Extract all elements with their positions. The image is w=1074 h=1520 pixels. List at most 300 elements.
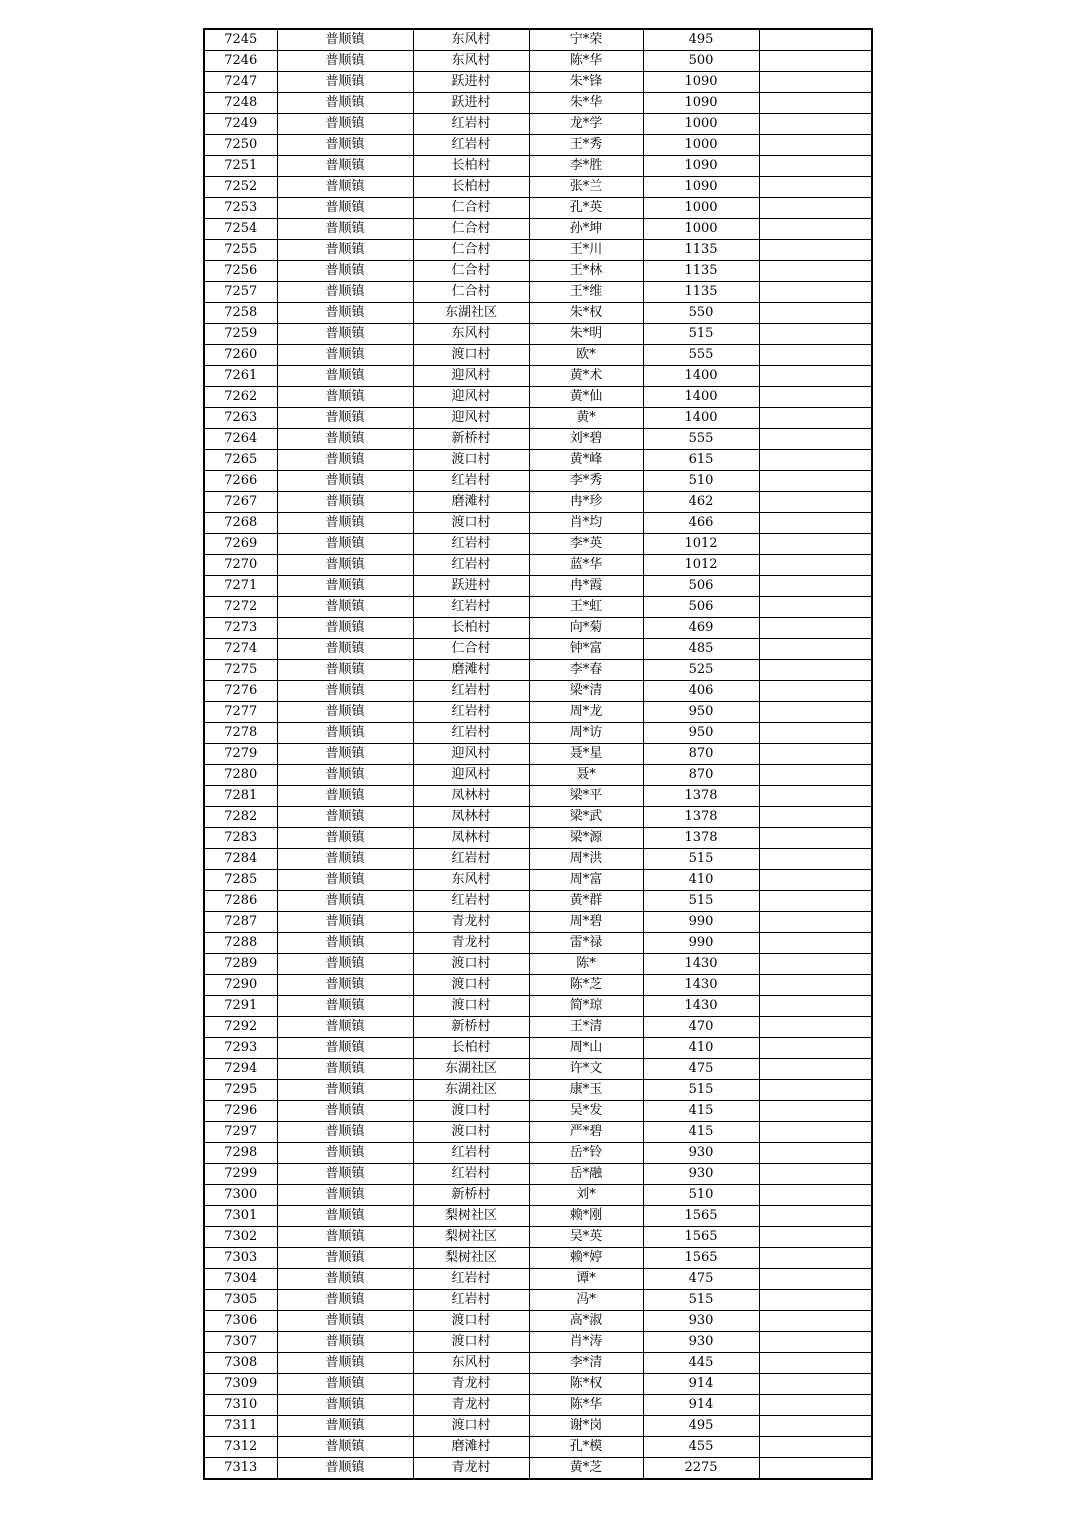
table-row: [204, 219, 872, 240]
cell-town: 普顺镇: [277, 261, 413, 282]
cell-town: 普顺镇: [277, 198, 413, 219]
cell-amount: 1565: [643, 1227, 759, 1248]
cell-note: [759, 1416, 872, 1437]
cell-town: 普顺镇: [277, 345, 413, 366]
cell-serial-no: 7259: [204, 324, 277, 345]
cell-note: [759, 1311, 872, 1332]
cell-note: [759, 996, 872, 1017]
cell-amount: 990: [643, 933, 759, 954]
cell-amount: 475: [643, 1269, 759, 1290]
cell-name: 岳*铃: [529, 1143, 643, 1164]
cell-name: 高*淑: [529, 1311, 643, 1332]
cell-serial-no: 7276: [204, 681, 277, 702]
cell-amount: 466: [643, 513, 759, 534]
cell-name: 冉*珍: [529, 492, 643, 513]
cell-town: 普顺镇: [277, 471, 413, 492]
table-row: [204, 93, 872, 114]
table-row: [204, 345, 872, 366]
cell-serial-no: 7304: [204, 1269, 277, 1290]
cell-serial-no: 7298: [204, 1143, 277, 1164]
table-row: [204, 177, 872, 198]
cell-village: 跃进村: [413, 72, 529, 93]
table-row: [204, 1227, 872, 1248]
cell-serial-no: 7267: [204, 492, 277, 513]
cell-name: 梁*平: [529, 786, 643, 807]
cell-note: [759, 135, 872, 156]
cell-town: 普顺镇: [277, 51, 413, 72]
cell-amount: 550: [643, 303, 759, 324]
cell-village: 跃进村: [413, 576, 529, 597]
cell-note: [759, 639, 872, 660]
cell-name: 李*秀: [529, 471, 643, 492]
cell-amount: 515: [643, 891, 759, 912]
cell-amount: 1000: [643, 114, 759, 135]
cell-town: 普顺镇: [277, 177, 413, 198]
cell-amount: 1378: [643, 828, 759, 849]
cell-name: 周*访: [529, 723, 643, 744]
cell-serial-no: 7245: [204, 29, 277, 51]
table-row: [204, 1248, 872, 1269]
cell-serial-no: 7303: [204, 1248, 277, 1269]
cell-name: 宁*荣: [529, 29, 643, 51]
cell-serial-no: 7300: [204, 1185, 277, 1206]
cell-amount: 515: [643, 1080, 759, 1101]
cell-serial-no: 7247: [204, 72, 277, 93]
cell-note: [759, 597, 872, 618]
cell-name: 吴*英: [529, 1227, 643, 1248]
cell-name: 王*林: [529, 261, 643, 282]
cell-name: 吴*发: [529, 1101, 643, 1122]
cell-amount: 1135: [643, 240, 759, 261]
cell-note: [759, 681, 872, 702]
cell-town: 普顺镇: [277, 786, 413, 807]
cell-note: [759, 366, 872, 387]
table-row: [204, 1269, 872, 1290]
cell-serial-no: 7278: [204, 723, 277, 744]
cell-amount: 930: [643, 1332, 759, 1353]
cell-note: [759, 660, 872, 681]
cell-name: 向*菊: [529, 618, 643, 639]
cell-name: 李*清: [529, 1353, 643, 1374]
cell-village: 东风村: [413, 324, 529, 345]
cell-village: 仁合村: [413, 282, 529, 303]
table-row: [204, 744, 872, 765]
cell-name: 孔*模: [529, 1437, 643, 1458]
cell-note: [759, 324, 872, 345]
cell-village: 跃进村: [413, 93, 529, 114]
cell-amount: 495: [643, 1416, 759, 1437]
cell-serial-no: 7308: [204, 1353, 277, 1374]
table-row: [204, 366, 872, 387]
cell-village: 迎风村: [413, 366, 529, 387]
cell-town: 普顺镇: [277, 156, 413, 177]
table-row: [204, 639, 872, 660]
cell-name: 刘*: [529, 1185, 643, 1206]
cell-town: 普顺镇: [277, 1395, 413, 1416]
table-row: [204, 324, 872, 345]
table-row: [204, 618, 872, 639]
cell-town: 普顺镇: [277, 450, 413, 471]
cell-town: 普顺镇: [277, 807, 413, 828]
cell-town: 普顺镇: [277, 681, 413, 702]
cell-amount: 950: [643, 702, 759, 723]
cell-note: [759, 72, 872, 93]
cell-serial-no: 7257: [204, 282, 277, 303]
cell-serial-no: 7277: [204, 702, 277, 723]
cell-village: 渡口村: [413, 513, 529, 534]
cell-serial-no: 7261: [204, 366, 277, 387]
cell-name: 许*文: [529, 1059, 643, 1080]
cell-amount: 410: [643, 870, 759, 891]
cell-village: 东风村: [413, 870, 529, 891]
cell-town: 普顺镇: [277, 324, 413, 345]
cell-name: 岳*融: [529, 1164, 643, 1185]
cell-town: 普顺镇: [277, 1353, 413, 1374]
cell-village: 磨滩村: [413, 660, 529, 681]
cell-note: [759, 1017, 872, 1038]
cell-amount: 1000: [643, 135, 759, 156]
cell-name: 周*碧: [529, 912, 643, 933]
table-row: [204, 51, 872, 72]
cell-note: [759, 1395, 872, 1416]
cell-note: [759, 387, 872, 408]
cell-serial-no: 7255: [204, 240, 277, 261]
cell-amount: 1090: [643, 177, 759, 198]
cell-name: 刘*碧: [529, 429, 643, 450]
cell-note: [759, 744, 872, 765]
cell-name: 王*清: [529, 1017, 643, 1038]
cell-village: 渡口村: [413, 450, 529, 471]
cell-note: [759, 954, 872, 975]
cell-name: 龙*学: [529, 114, 643, 135]
cell-serial-no: 7253: [204, 198, 277, 219]
cell-serial-no: 7275: [204, 660, 277, 681]
cell-serial-no: 7283: [204, 828, 277, 849]
cell-amount: 914: [643, 1374, 759, 1395]
cell-amount: 415: [643, 1122, 759, 1143]
cell-serial-no: 7262: [204, 387, 277, 408]
cell-name: 朱*华: [529, 93, 643, 114]
cell-name: 王*川: [529, 240, 643, 261]
cell-town: 普顺镇: [277, 408, 413, 429]
cell-name: 梁*清: [529, 681, 643, 702]
cell-town: 普顺镇: [277, 597, 413, 618]
cell-amount: 506: [643, 576, 759, 597]
cell-amount: 1090: [643, 93, 759, 114]
cell-name: 梁*源: [529, 828, 643, 849]
cell-village: 东湖社区: [413, 303, 529, 324]
cell-serial-no: 7299: [204, 1164, 277, 1185]
cell-name: 张*兰: [529, 177, 643, 198]
cell-note: [759, 618, 872, 639]
cell-village: 迎风村: [413, 744, 529, 765]
cell-village: 红岩村: [413, 1143, 529, 1164]
cell-amount: 1090: [643, 156, 759, 177]
cell-amount: 555: [643, 429, 759, 450]
cell-serial-no: 7309: [204, 1374, 277, 1395]
cell-village: 红岩村: [413, 471, 529, 492]
cell-serial-no: 7254: [204, 219, 277, 240]
cell-note: [759, 345, 872, 366]
cell-name: 肖*均: [529, 513, 643, 534]
cell-town: 普顺镇: [277, 240, 413, 261]
cell-name: 康*玉: [529, 1080, 643, 1101]
cell-town: 普顺镇: [277, 933, 413, 954]
cell-town: 普顺镇: [277, 93, 413, 114]
cell-village: 红岩村: [413, 891, 529, 912]
table-row: [204, 1080, 872, 1101]
cell-village: 青龙村: [413, 1458, 529, 1480]
cell-amount: 1090: [643, 72, 759, 93]
cell-serial-no: 7272: [204, 597, 277, 618]
cell-village: 红岩村: [413, 135, 529, 156]
table-row: [204, 29, 872, 51]
cell-serial-no: 7273: [204, 618, 277, 639]
cell-note: [759, 29, 872, 51]
cell-serial-no: 7307: [204, 1332, 277, 1353]
table-row: [204, 975, 872, 996]
cell-village: 红岩村: [413, 114, 529, 135]
table-row: [204, 1458, 872, 1480]
cell-note: [759, 1437, 872, 1458]
cell-note: [759, 849, 872, 870]
cell-village: 青龙村: [413, 1395, 529, 1416]
cell-town: 普顺镇: [277, 1269, 413, 1290]
cell-town: 普顺镇: [277, 1437, 413, 1458]
cell-village: 凤林村: [413, 786, 529, 807]
cell-village: 东风村: [413, 51, 529, 72]
cell-name: 黄*仙: [529, 387, 643, 408]
table-row: [204, 471, 872, 492]
cell-town: 普顺镇: [277, 1080, 413, 1101]
cell-name: 周*富: [529, 870, 643, 891]
cell-serial-no: 7294: [204, 1059, 277, 1080]
cell-amount: 506: [643, 597, 759, 618]
cell-village: 渡口村: [413, 1122, 529, 1143]
cell-note: [759, 933, 872, 954]
cell-village: 东风村: [413, 29, 529, 51]
cell-amount: 1012: [643, 534, 759, 555]
cell-village: 长柏村: [413, 156, 529, 177]
cell-serial-no: 7282: [204, 807, 277, 828]
table-row: [204, 72, 872, 93]
cell-serial-no: 7251: [204, 156, 277, 177]
cell-note: [759, 1080, 872, 1101]
cell-amount: 1378: [643, 807, 759, 828]
cell-town: 普顺镇: [277, 1122, 413, 1143]
cell-note: [759, 807, 872, 828]
table-row: [204, 156, 872, 177]
cell-town: 普顺镇: [277, 1290, 413, 1311]
cell-town: 普顺镇: [277, 576, 413, 597]
cell-note: [759, 1248, 872, 1269]
cell-serial-no: 7292: [204, 1017, 277, 1038]
table-row: [204, 1101, 872, 1122]
cell-serial-no: 7287: [204, 912, 277, 933]
cell-town: 普顺镇: [277, 1059, 413, 1080]
cell-amount: 410: [643, 1038, 759, 1059]
cell-village: 新桥村: [413, 429, 529, 450]
cell-note: [759, 891, 872, 912]
cell-name: 聂*星: [529, 744, 643, 765]
cell-serial-no: 7249: [204, 114, 277, 135]
cell-town: 普顺镇: [277, 912, 413, 933]
cell-name: 黄*峰: [529, 450, 643, 471]
cell-note: [759, 156, 872, 177]
cell-village: 红岩村: [413, 849, 529, 870]
cell-note: [759, 513, 872, 534]
cell-village: 红岩村: [413, 681, 529, 702]
cell-serial-no: 7264: [204, 429, 277, 450]
cell-village: 红岩村: [413, 702, 529, 723]
cell-town: 普顺镇: [277, 1017, 413, 1038]
cell-note: [759, 408, 872, 429]
cell-amount: 495: [643, 29, 759, 51]
table-row: [204, 765, 872, 786]
cell-note: [759, 1038, 872, 1059]
cell-note: [759, 975, 872, 996]
table-row: [204, 114, 872, 135]
cell-town: 普顺镇: [277, 996, 413, 1017]
cell-amount: 555: [643, 345, 759, 366]
table-row: [204, 1206, 872, 1227]
cell-note: [759, 1164, 872, 1185]
cell-note: [759, 1458, 872, 1480]
cell-name: 孔*英: [529, 198, 643, 219]
cell-serial-no: 7279: [204, 744, 277, 765]
cell-serial-no: 7284: [204, 849, 277, 870]
cell-name: 谢*岗: [529, 1416, 643, 1437]
cell-note: [759, 240, 872, 261]
cell-amount: 455: [643, 1437, 759, 1458]
cell-amount: 1565: [643, 1248, 759, 1269]
cell-note: [759, 471, 872, 492]
table-row: [204, 849, 872, 870]
cell-village: 仁合村: [413, 240, 529, 261]
cell-village: 迎风村: [413, 765, 529, 786]
cell-amount: 1565: [643, 1206, 759, 1227]
cell-amount: 1135: [643, 282, 759, 303]
cell-town: 普顺镇: [277, 219, 413, 240]
cell-amount: 930: [643, 1143, 759, 1164]
cell-amount: 1400: [643, 366, 759, 387]
cell-village: 渡口村: [413, 1416, 529, 1437]
cell-town: 普顺镇: [277, 1248, 413, 1269]
cell-amount: 515: [643, 849, 759, 870]
cell-village: 长柏村: [413, 1038, 529, 1059]
cell-village: 东湖社区: [413, 1080, 529, 1101]
table-row: [204, 933, 872, 954]
cell-serial-no: 7313: [204, 1458, 277, 1480]
cell-town: 普顺镇: [277, 366, 413, 387]
cell-town: 普顺镇: [277, 975, 413, 996]
table-row: [204, 450, 872, 471]
table-row: [204, 1290, 872, 1311]
cell-town: 普顺镇: [277, 1311, 413, 1332]
cell-village: 青龙村: [413, 1374, 529, 1395]
subsidy-table: [203, 28, 873, 1480]
cell-town: 普顺镇: [277, 1164, 413, 1185]
cell-amount: 510: [643, 1185, 759, 1206]
cell-serial-no: 7270: [204, 555, 277, 576]
cell-village: 梨树社区: [413, 1248, 529, 1269]
cell-serial-no: 7296: [204, 1101, 277, 1122]
cell-village: 红岩村: [413, 597, 529, 618]
table-row: [204, 555, 872, 576]
cell-amount: 1012: [643, 555, 759, 576]
cell-name: 朱*锋: [529, 72, 643, 93]
cell-amount: 1000: [643, 219, 759, 240]
cell-serial-no: 7302: [204, 1227, 277, 1248]
cell-name: 周*山: [529, 1038, 643, 1059]
cell-serial-no: 7290: [204, 975, 277, 996]
cell-amount: 469: [643, 618, 759, 639]
cell-amount: 406: [643, 681, 759, 702]
cell-note: [759, 219, 872, 240]
table-row: [204, 576, 872, 597]
cell-village: 仁合村: [413, 261, 529, 282]
table-row: [204, 1311, 872, 1332]
cell-village: 渡口村: [413, 975, 529, 996]
cell-serial-no: 7312: [204, 1437, 277, 1458]
table-body: [204, 29, 872, 1479]
cell-village: 仁合村: [413, 219, 529, 240]
cell-town: 普顺镇: [277, 1206, 413, 1227]
cell-amount: 462: [643, 492, 759, 513]
cell-name: 李*胜: [529, 156, 643, 177]
cell-name: 严*碧: [529, 1122, 643, 1143]
cell-village: 磨滩村: [413, 492, 529, 513]
cell-amount: 515: [643, 324, 759, 345]
cell-name: 王*维: [529, 282, 643, 303]
cell-serial-no: 7266: [204, 471, 277, 492]
cell-serial-no: 7269: [204, 534, 277, 555]
cell-village: 东湖社区: [413, 1059, 529, 1080]
cell-name: 黄*芝: [529, 1458, 643, 1480]
cell-note: [759, 1122, 872, 1143]
cell-village: 仁合村: [413, 198, 529, 219]
cell-name: 王*秀: [529, 135, 643, 156]
cell-note: [759, 51, 872, 72]
cell-name: 陈*权: [529, 1374, 643, 1395]
cell-town: 普顺镇: [277, 1332, 413, 1353]
table-row: [204, 1416, 872, 1437]
cell-note: [759, 702, 872, 723]
cell-town: 普顺镇: [277, 29, 413, 51]
cell-note: [759, 912, 872, 933]
cell-name: 聂*: [529, 765, 643, 786]
cell-town: 普顺镇: [277, 849, 413, 870]
cell-town: 普顺镇: [277, 765, 413, 786]
cell-serial-no: 7258: [204, 303, 277, 324]
table-row: [204, 282, 872, 303]
table-row: [204, 702, 872, 723]
cell-note: [759, 450, 872, 471]
cell-town: 普顺镇: [277, 1185, 413, 1206]
cell-note: [759, 177, 872, 198]
cell-serial-no: 7274: [204, 639, 277, 660]
cell-village: 青龙村: [413, 912, 529, 933]
cell-town: 普顺镇: [277, 429, 413, 450]
cell-serial-no: 7260: [204, 345, 277, 366]
cell-note: [759, 93, 872, 114]
cell-note: [759, 261, 872, 282]
table-row: [204, 1395, 872, 1416]
cell-serial-no: 7248: [204, 93, 277, 114]
cell-name: 欧*: [529, 345, 643, 366]
cell-amount: 930: [643, 1164, 759, 1185]
cell-town: 普顺镇: [277, 723, 413, 744]
